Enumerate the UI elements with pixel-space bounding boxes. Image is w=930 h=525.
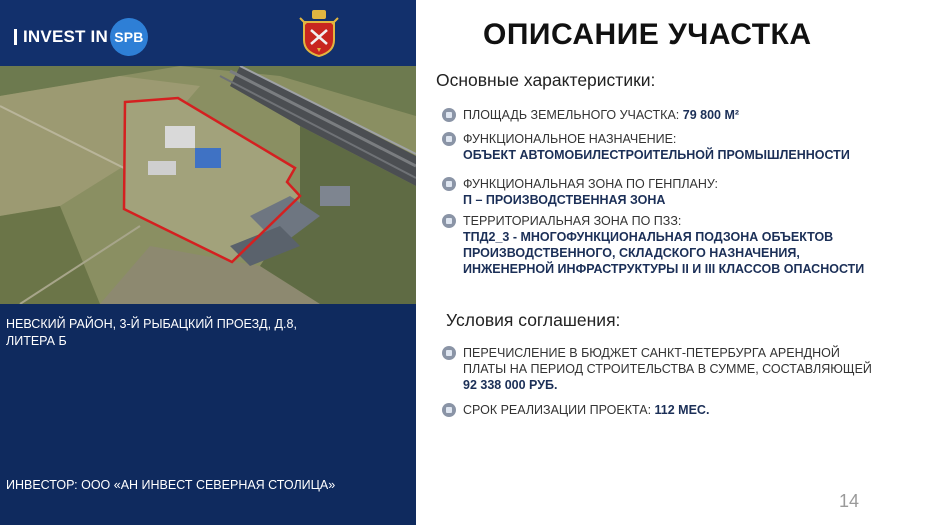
page-title: ОПИСАНИЕ УЧАСТКА — [483, 18, 812, 51]
section-heading-characteristics: Основные характеристики: — [436, 70, 656, 90]
list-item — [442, 176, 718, 208]
invest-in-spb-logo — [14, 18, 148, 56]
territory-icon — [442, 214, 456, 228]
zone-icon — [442, 177, 456, 191]
item-value: П – ПРОИЗВОДСТВЕННАЯ ЗОНА — [463, 193, 666, 207]
item-text-line: ПЛАТЫ НА ПЕРИОД СТРОИТЕЛЬСТВА В СУММЕ, СОСТАВЛЯЮЩЕЙ — [463, 362, 872, 376]
address-block — [6, 316, 406, 350]
logo-text: INVEST IN — [23, 27, 108, 46]
item-label: ФУНКЦИОНАЛЬНАЯ ЗОНА ПО ГЕНПЛАНУ: — [463, 177, 719, 191]
list-item — [442, 213, 864, 277]
item-text-line: ПЕРЕЧИСЛЕНИЕ В БЮДЖЕТ САНКТ-ПЕТЕРБУРГА АРЕНДНОЙ — [463, 346, 840, 360]
section-heading-agreement: Условия соглашения: — [446, 310, 621, 330]
item-value-line: ИНЖЕНЕРНОЙ ИНФРАСТРУКТУРЫ II И III КЛАССОВ ОПАСНОСТИ — [463, 262, 865, 276]
investor-text: ИНВЕСТОР: ООО «АН ИНВЕСТ СЕВЕРНАЯ СТОЛИЦА» — [6, 478, 336, 492]
list-item — [442, 131, 850, 163]
item-value-line: ТПД2_3 - МНОГОФУНКЦИОНАЛЬНАЯ ПОДЗОНА ОБЪЕКТОВ — [463, 230, 834, 244]
item-value: 112 МЕС. — [654, 403, 710, 417]
item-label: ПЛОЩАДЬ ЗЕМЕЛЬНОГО УЧАСТКА: — [463, 108, 680, 122]
address-line: НЕВСКИЙ РАЙОН, 3-Й РЫБАЦКИЙ ПРОЕЗД, Д.8, — [6, 317, 297, 331]
page-number: 14 — [839, 491, 860, 511]
area-icon — [442, 108, 456, 122]
item-value: ОБЪЕКТ АВТОМОБИЛЕСТРОИТЕЛЬНОЙ ПРОМЫШЛЕННОСТИ — [463, 148, 850, 162]
item-label: СРОК РЕАЛИЗАЦИИ ПРОЕКТА: — [463, 403, 652, 417]
item-label: ТЕРРИТОРИАЛЬНАЯ ЗОНА ПО ПЗЗ: — [463, 214, 682, 228]
aerial-map — [0, 66, 416, 304]
item-value: 79 800 М² — [682, 108, 740, 122]
logo-bar — [14, 29, 17, 45]
coat-of-arms-icon — [296, 8, 342, 58]
item-value-line: ПРОИЗВОДСТВЕННОГО, СКЛАДСКОГО НАЗНАЧЕНИЯ, — [463, 246, 800, 260]
clock-icon — [442, 403, 456, 417]
header-bar — [0, 0, 416, 66]
list-item — [442, 345, 872, 393]
left-panel — [0, 0, 416, 525]
purpose-icon — [442, 132, 456, 146]
item-value: 92 338 000 РУБ. — [463, 378, 558, 392]
address-line: ЛИТЕРА Б — [6, 334, 67, 348]
logo-badge: SPB — [110, 18, 148, 56]
list-item — [442, 402, 709, 418]
item-label: ФУНКЦИОНАЛЬНОЕ НАЗНАЧЕНИЕ: — [463, 132, 677, 146]
ruble-icon — [442, 346, 456, 360]
list-item — [442, 107, 739, 123]
